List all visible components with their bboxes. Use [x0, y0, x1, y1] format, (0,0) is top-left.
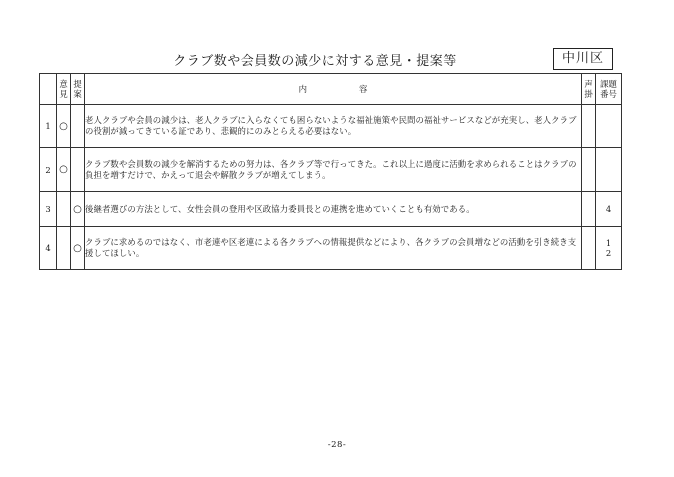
row-content: 老人クラブや会員の減少は、老人クラブに入らなくても困らないような福祉施策や民間の福祉サービスなどが充実し、老人クラブの役割が減ってきている証であり、悲観的にのみとらえる必要はない。 — [85, 105, 582, 148]
header-proposal: 提案 — [71, 74, 85, 105]
opinion-mark — [57, 192, 71, 227]
table-row — [40, 148, 622, 192]
table-row — [40, 105, 622, 148]
header-content — [85, 74, 582, 105]
table-header-row — [40, 74, 622, 105]
task-number-cell: 1 2 — [596, 227, 622, 270]
voice-cell — [582, 148, 596, 192]
header-content-right: 容 — [359, 84, 368, 94]
voice-cell — [582, 192, 596, 227]
row-content: クラブ数や会員数の減少を解消するための努力は、各クラブ等で行ってきた。これ以上に過度に活動を求められることはクラブの負担を増すだけで、かえって退会や解散クラブが増えてしまう。 — [85, 148, 582, 192]
opinion-mark: ○ — [57, 105, 71, 148]
voice-cell — [582, 105, 596, 148]
table-row — [40, 192, 622, 227]
page-number: -28- — [327, 440, 347, 450]
opinions-table — [39, 73, 622, 270]
header-opinion: 意見 — [57, 74, 71, 105]
opinion-mark: ○ — [57, 148, 71, 192]
ward-label: 中川区 — [553, 48, 613, 70]
row-number: 2 — [40, 148, 57, 192]
row-number: 4 — [40, 227, 57, 270]
row-content: クラブに求めるのではなく、市老連や区老連による各クラブへの情報提供などにより、各クラブの会員増などの活動を引き続き支援してほしい。 — [85, 227, 582, 270]
header-content-left: 内 — [298, 84, 307, 94]
opinion-mark — [57, 227, 71, 270]
task-number-cell — [596, 148, 622, 192]
header-task-number: 課題番号 — [596, 74, 622, 105]
table-row — [40, 227, 622, 270]
voice-cell — [582, 227, 596, 270]
task-number-cell — [596, 105, 622, 148]
header-number — [40, 74, 57, 105]
proposal-mark: ○ — [71, 227, 85, 270]
proposal-mark: ○ — [71, 192, 85, 227]
proposal-mark — [71, 148, 85, 192]
document-title: クラブ数や会員数の減少に対する意見・提案等 — [173, 54, 457, 69]
row-content: 後継者選びの方法として、女性会員の登用や区政協力委員長との連携を進めていくことも有効である。 — [85, 192, 582, 227]
proposal-mark — [71, 105, 85, 148]
header-voice: 声掛 — [582, 74, 596, 105]
task-number-cell: 4 — [596, 192, 622, 227]
row-number: 3 — [40, 192, 57, 227]
row-number: 1 — [40, 105, 57, 148]
